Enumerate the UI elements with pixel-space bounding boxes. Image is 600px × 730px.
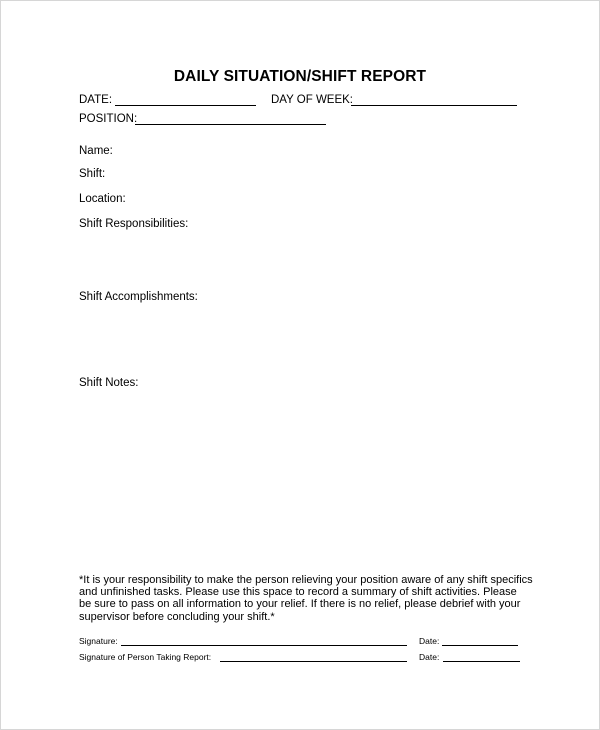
- day-of-week-label: DAY OF WEEK:: [271, 94, 354, 106]
- location-label: Location:: [79, 193, 126, 205]
- day-of-week-field-line[interactable]: [351, 105, 517, 106]
- taker-signature-field-line[interactable]: [220, 661, 407, 662]
- taker-signature-label: Signature of Person Taking Report:: [79, 652, 212, 662]
- note-line: be sure to pass on all information to your relief. If there is no relief, please debrief with your: [79, 598, 521, 611]
- shift-responsibilities-label: Shift Responsibilities:: [79, 218, 189, 230]
- taker-date-field-line[interactable]: [443, 661, 520, 662]
- shift-accomplishments-label: Shift Accomplishments:: [79, 291, 198, 303]
- shift-label: Shift:: [79, 168, 106, 180]
- name-label: Name:: [79, 145, 113, 157]
- taker-date-label: Date:: [419, 652, 440, 662]
- signature-label: Signature:: [79, 636, 118, 646]
- form-title: DAILY SITUATION/SHIFT REPORT: [173, 68, 427, 85]
- note-line: *It is your responsibility to make the person relieving your position aware of any shift specifics: [79, 574, 533, 586]
- signature-date-label: Date:: [419, 636, 440, 646]
- responsibility-note: [79, 574, 549, 623]
- position-field-line[interactable]: [135, 124, 326, 125]
- signature-field-line[interactable]: [121, 645, 407, 646]
- date-label: DATE:: [79, 94, 113, 106]
- note-line: supervisor before concluding your shift.*: [79, 610, 275, 623]
- signature-date-field-line[interactable]: [442, 645, 518, 646]
- shift-notes-label: Shift Notes:: [79, 377, 139, 389]
- date-field-line[interactable]: [115, 105, 256, 106]
- position-label: POSITION:: [79, 113, 138, 125]
- note-line: and unfinished tasks. Please use this space to record a summary of shift activities. Please: [79, 586, 517, 599]
